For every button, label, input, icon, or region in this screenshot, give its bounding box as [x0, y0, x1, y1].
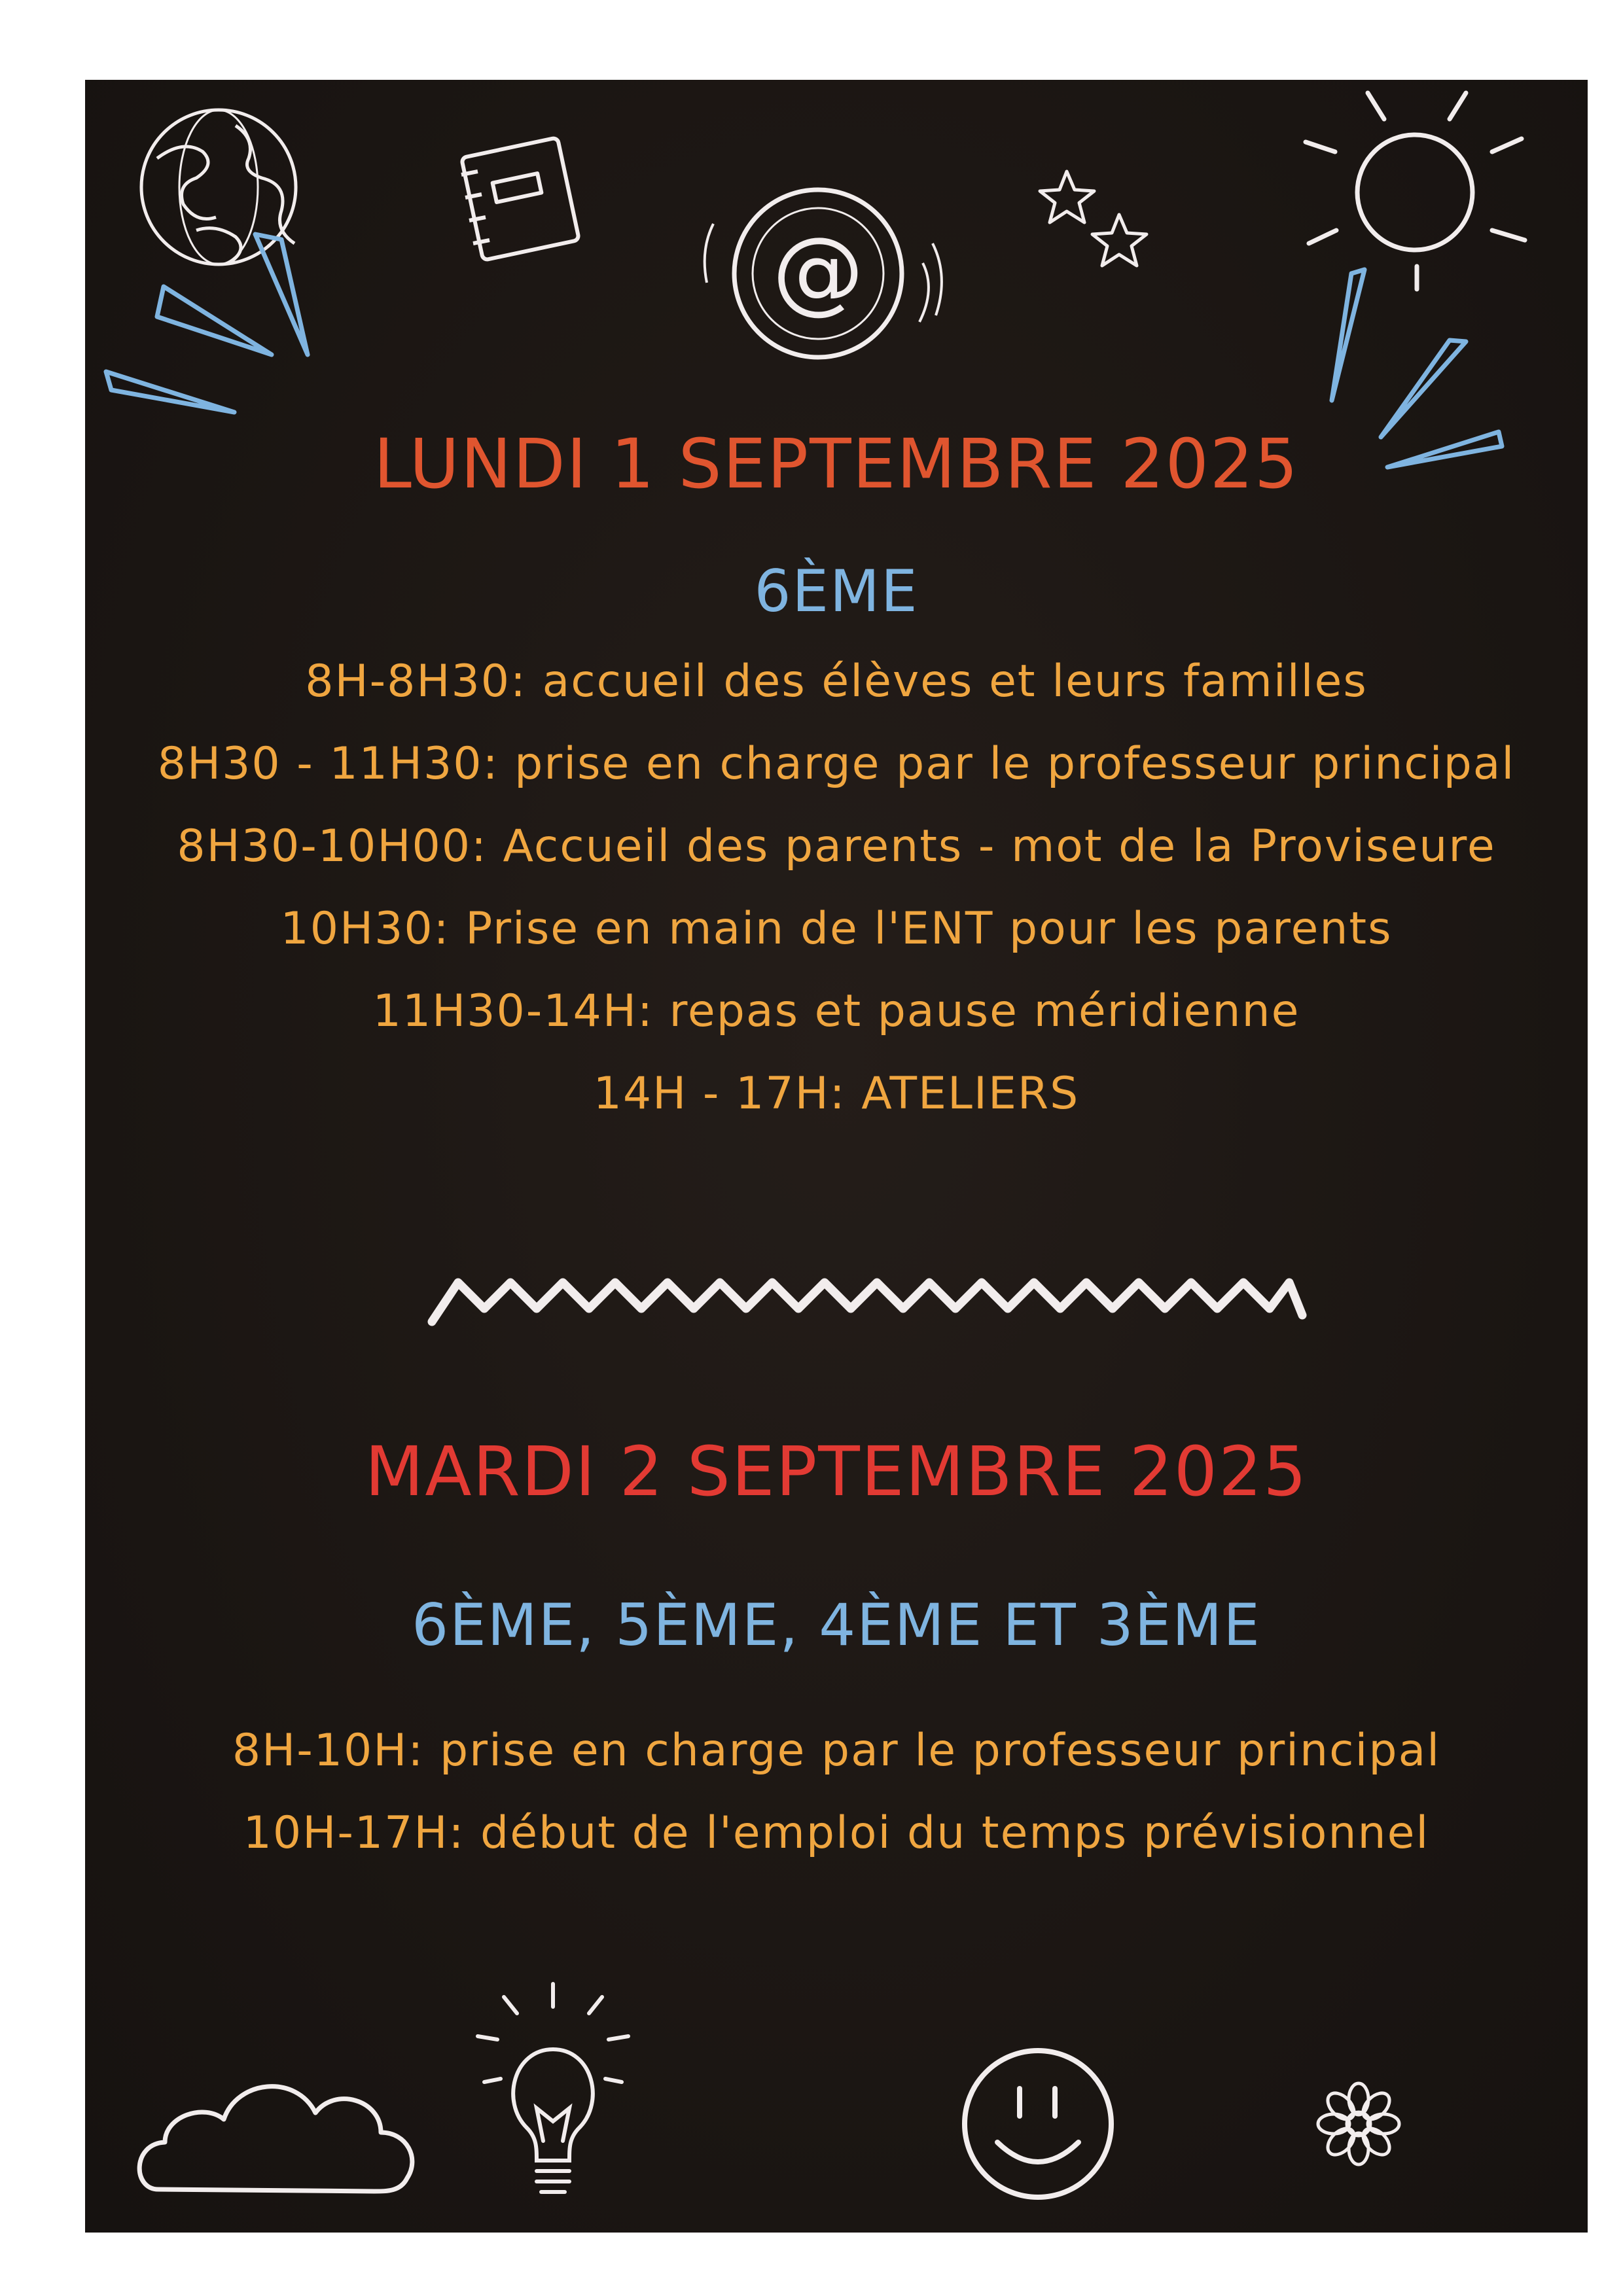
stars-icon — [1040, 171, 1147, 266]
smiley-icon — [965, 2051, 1111, 2197]
day2-schedule-item: 8H-10H: prise en charge par le professeur principal — [232, 1725, 1441, 1776]
day2-schedule-item: 10H-17H: début de l'emploi du temps prévisionnel — [243, 1807, 1430, 1859]
cloud-icon — [139, 2087, 412, 2191]
zigzag-divider — [432, 1282, 1302, 1322]
day1-schedule-item: 8H-8H30: accueil des élèves et leurs familles — [305, 656, 1368, 707]
day1-schedule-item: 8H30 - 11H30: prise en charge par le professeur principal — [157, 738, 1516, 790]
at-sign-icon — [705, 190, 942, 357]
lightbulb-icon — [478, 1984, 628, 2192]
notebook-icon — [461, 137, 579, 260]
sun-icon — [1306, 93, 1525, 289]
day1-schedule-item: 8H30-10H00: Accueil des parents - mot de la Proviseure — [177, 821, 1496, 872]
day2-level: 6ÈME, 5ÈME, 4ÈME ET 3ÈME — [412, 1591, 1261, 1659]
day1-title: LUNDI 1 SEPTEMBRE 2025 — [373, 424, 1300, 504]
day1-schedule-item: 11H30-14H: repas et pause méridienne — [372, 985, 1300, 1037]
doodle-layer — [85, 80, 1588, 2233]
svg-text:@: @ — [772, 218, 864, 325]
day1-level: 6ÈME — [754, 557, 919, 625]
day1-schedule-item: 10H30: Prise en main de l'ENT pour les parents — [280, 903, 1393, 955]
globe-icon — [141, 110, 296, 264]
flower-icon — [1318, 2083, 1399, 2164]
day1-schedule-item: 14H - 17H: ATELIERS — [593, 1068, 1080, 1120]
day2-title: MARDI 2 SEPTEMBRE 2025 — [365, 1432, 1308, 1511]
chalkboard-poster — [85, 80, 1588, 2233]
